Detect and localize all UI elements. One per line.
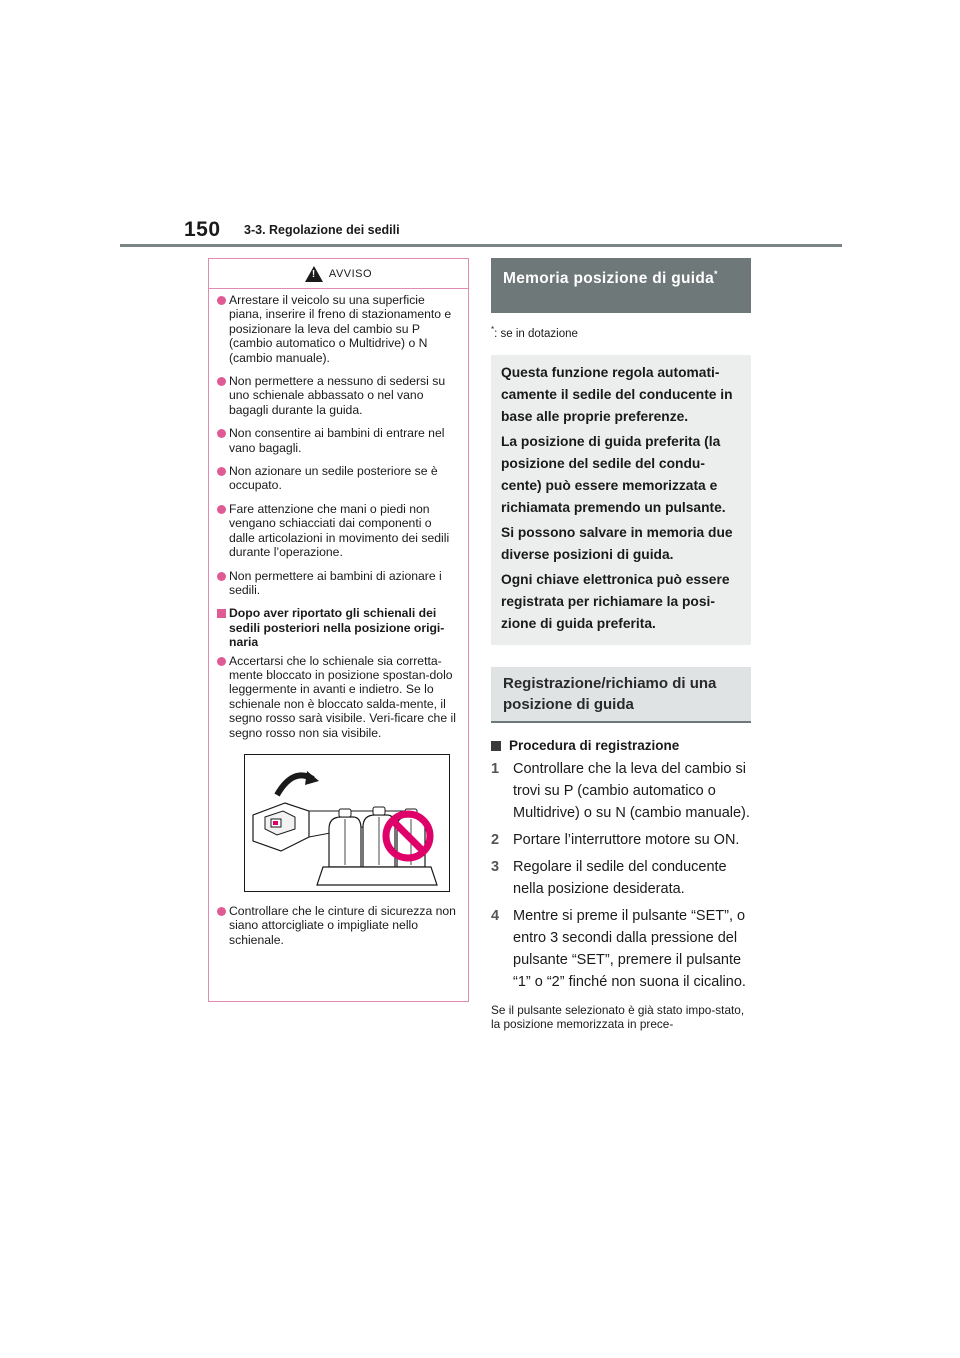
- step-number: 3: [491, 858, 500, 875]
- warning-item: Arrestare il veicolo su una superficie piana, inserire il freno di stazionamento e posizionare la leva del cambio su P (cambio automatico o Multidrive) o N (cambio manuale).: [217, 293, 458, 365]
- header-rule: [120, 244, 842, 247]
- warning-title: AVVISO: [328, 267, 373, 280]
- step-item: [491, 758, 751, 824]
- step-text: Regolare il sedile del conducente nella posizione desiderata.: [513, 858, 727, 897]
- footnote: [491, 325, 751, 340]
- step-text: Controllare che la leva del cambio si trovi su P (cambio automatico o Multidrive) o su N (cambio manuale).: [513, 760, 750, 821]
- section-title: 3-3. Regolazione dei sedili: [244, 223, 400, 237]
- step-text: Portare l’interruttore motore su ON.: [513, 831, 740, 848]
- step-number: 1: [491, 760, 500, 777]
- registrazione-heading: Registrazione/richiamo di una posizione di guida: [491, 667, 751, 723]
- step-item: [491, 856, 751, 900]
- right-column: [491, 258, 751, 1031]
- procedure-subheading: Procedura di registrazione: [491, 738, 751, 753]
- step-text: Mentre si preme il pulsante “SET”, o entro 3 secondi dalla pressione del pulsante “SET”, premere il pulsante “1” o “2” finché non suona il cicalino.: [513, 907, 746, 990]
- intro-paragraph: Ogni chiave elettronica può essere registrata per richiamare la posi-zione di guida preferita.: [501, 571, 730, 631]
- warning-item: Non azionare un sedile posteriore se è occupato.: [217, 464, 458, 493]
- warning-item: Non permettere ai bambini di azionare i sedili.: [217, 569, 458, 598]
- intro-paragraph: La posizione di guida preferita (la posizione del sedile del condu-cente) può essere memorizzata e richiamata premendo un pulsante.: [501, 433, 726, 515]
- footnote-text: : se in dotazione: [494, 327, 578, 340]
- warning-item: Accertarsi che lo schienale sia corretta-mente bloccato in posizione spostan-dolo leggermente in avanti e indietro. Se lo schienale non è bloccato salda-mente, il segno rosso sarà visibile. Veri-ficare che il segno rosso non sia visibile.: [217, 654, 458, 740]
- step-number: 4: [491, 907, 500, 924]
- intro-box: [491, 355, 751, 645]
- warning-subheading: Dopo aver riportato gli schienali dei sedili posteriori nella posizione origi-naria: [217, 606, 458, 649]
- intro-paragraph: Questa funzione regola automati-camente il sedile del conducente in base alle proprie preferenze.: [501, 364, 733, 424]
- intro-paragraph: Si possono salvare in memoria due diverse posizioni di guida.: [501, 524, 733, 562]
- warning-item: Non consentire ai bambini di entrare nel vano bagagli.: [217, 426, 458, 455]
- note-text: Se il pulsante selezionato è già stato impo-stato, la posizione memorizzata in prece-: [491, 1002, 745, 1031]
- step-item: [491, 829, 751, 851]
- warning-item: Fare attenzione che mani o piedi non vengano schiacciati dai componenti o dalle articolazioni in movimento dei sedili durante l’operazione.: [217, 502, 458, 560]
- prohibition-sign-icon: [382, 810, 434, 862]
- memoria-heading: [491, 258, 751, 313]
- warning-item: Non permettere a nessuno di sedersi su uno schienale abbassato o nel vano bagagli durante la guida.: [217, 374, 458, 417]
- warning-triangle-icon: [305, 266, 323, 282]
- warning-header: [209, 259, 468, 289]
- warning-item: Controllare che le cinture di sicurezza non siano attorcigliate o impigliate nello schienale.: [217, 904, 458, 947]
- footnote-marker: *: [714, 269, 718, 279]
- memoria-heading-text: Memoria posizione di guida: [503, 270, 715, 288]
- step-number: 2: [491, 831, 500, 848]
- warning-box: [208, 258, 469, 1002]
- step-item: [491, 905, 751, 993]
- page-number: 150: [184, 218, 221, 241]
- footnote-marker: *: [491, 325, 495, 334]
